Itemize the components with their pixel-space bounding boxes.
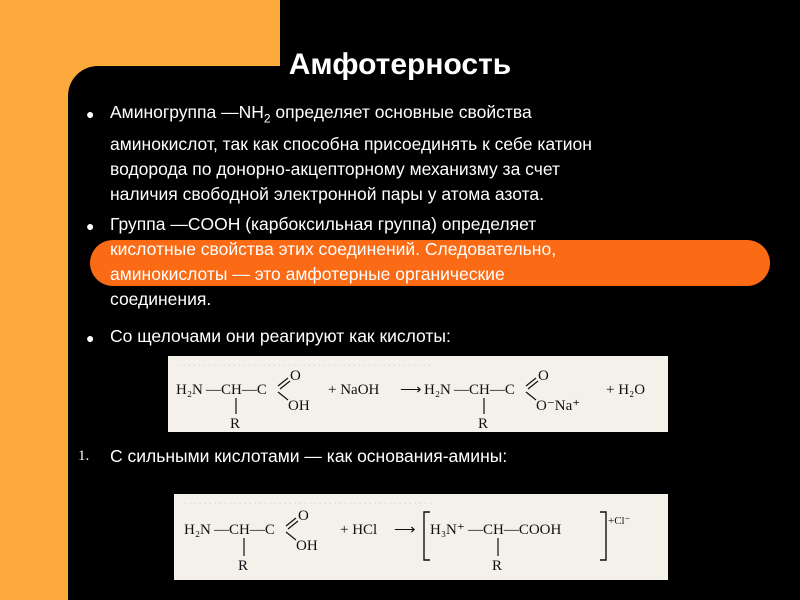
- formula-h2n: H₂N: [184, 522, 211, 538]
- text-fragment: определяет основные свойства: [270, 102, 532, 122]
- formula-ammonium: H₃N⁺: [430, 522, 465, 538]
- bullet-dot-icon: ●: [86, 106, 95, 122]
- formula-chain: —CH—C: [454, 382, 515, 398]
- formula-product: + H₂O: [606, 382, 646, 398]
- formula-chain: —CH—C: [206, 382, 267, 398]
- text-line: соединения.: [110, 289, 212, 309]
- formula-radical: R: [230, 416, 241, 432]
- reaction-with-alkali-image: [168, 356, 668, 432]
- formula-reagent: + HCl: [340, 522, 378, 538]
- svg-text:. . . . . . . . . . . . . . .: . . . . . . . . . . . . . . . . . . . . . . . . . . . . . . . . . . . . . . . . . . . . . . . . . .: [184, 496, 432, 507]
- formula-chain: —CH—C: [214, 522, 275, 538]
- formula-hydroxyl: OH: [288, 398, 310, 414]
- formula-reagent: + NaOH: [328, 382, 380, 398]
- slide-title: Амфотерность: [288, 48, 512, 81]
- text-line: Группа —COOH (карбоксильная группа) определяет: [110, 214, 537, 234]
- numbered-item-text: С сильными кислотами — как основания-амины:: [110, 446, 508, 466]
- text-line: наличия свободной электронной пары у атома азота.: [110, 183, 544, 204]
- formula-radical: R: [492, 558, 503, 574]
- reaction-arrow-icon: ⟶: [394, 522, 416, 538]
- text-line: аминокислоты — это амфотерные органические: [110, 264, 505, 284]
- formula-oxygen: O: [290, 368, 301, 384]
- bullet-dot-icon: ●: [86, 218, 95, 234]
- formula-radical: R: [478, 416, 489, 432]
- bullet-1-text: [110, 100, 750, 207]
- formula-hydroxyl: OH: [296, 538, 318, 554]
- text-line: водорода по донорно-акцепторному механизму за счет: [110, 158, 561, 179]
- formula-chain: —CH—COOH: [468, 522, 562, 538]
- reaction-with-acid-image: [174, 494, 668, 580]
- formula-h2n: H₂N: [176, 382, 203, 398]
- formula-radical: R: [238, 558, 249, 574]
- svg-text:. . . . . . . . . . . . . . .: . . . . . . . . . . . . . . . . . . . . . . . . . . . . . . . . . . . . . . . . . . . . . . . . . . .: [178, 358, 431, 369]
- list-number: 1.: [78, 448, 90, 464]
- reaction-arrow-icon: ⟶: [400, 382, 422, 398]
- text-line: аминокислот, так как способна присоединять к себе катион: [110, 133, 592, 154]
- subscript: 2: [263, 111, 271, 126]
- formula-sodium-salt: O⁻Na⁺: [536, 398, 581, 414]
- bullet-3-text: Со щелочами они реагируют как кислоты:: [110, 326, 451, 346]
- text-line: кислотные свойства этих соединений. Следовательно,: [110, 239, 557, 259]
- bullet-dot-icon: ●: [86, 330, 95, 346]
- formula-oxygen: O: [538, 368, 549, 384]
- bullet-2-text: [110, 212, 750, 312]
- formula-oxygen: O: [298, 508, 309, 524]
- formula-chloride: +Cl⁻: [608, 515, 631, 527]
- formula-h2n: H₂N: [424, 382, 451, 398]
- text-fragment: Аминогруппа —NH: [110, 102, 264, 122]
